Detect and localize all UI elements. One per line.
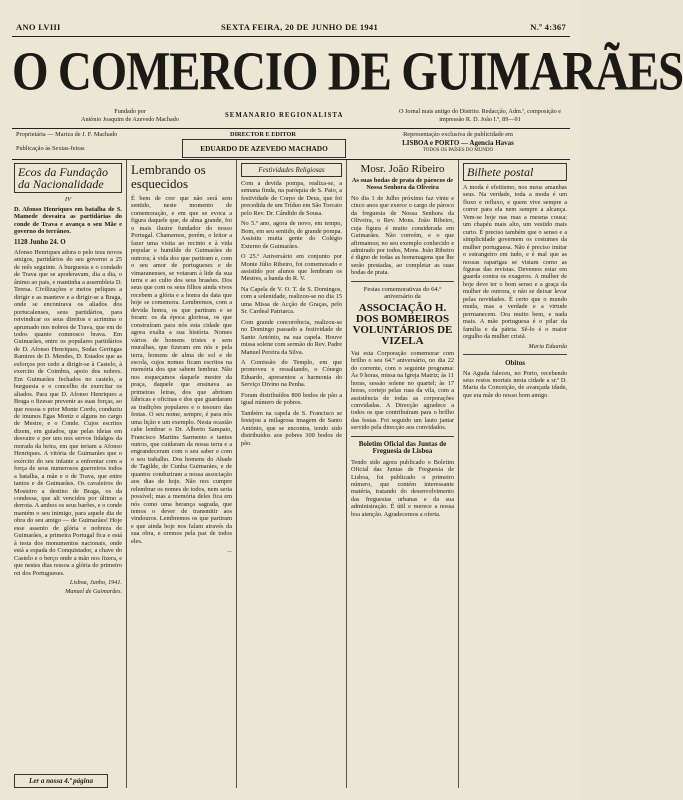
director-box	[182, 139, 346, 158]
festividades-section: A Comissão do Templo, em que promoveu e ressaltando, o Cónego Eduardo, apresentou a harmonia do Serviço Divino na Penha.	[241, 358, 342, 389]
lembrando-body: É bem de crer que não será sem sentido, neste momento de comemoração, e em que se evoca a figura daquele que, de alma grande, foi o mais ilustre fundador do nosso Portugal. Chamemos, porém, o leitor a fazer uma visita ao recinto e à vida popular e humilde de Guimarães de outrora; à vida dos que partiram e, com o seu amor de portugueses e de vimaranenses, se votaram à lide da sua terra e ao culto dos seus brasões. Dos seus que com os seus filhos ainda vivos recebem a glória e a honra da data que hoje se comemora. Lembremos, com a devida honra, os que partiram e se foram: os da época gloriosa, os que construíram para nós esta cidade que agora exalta a sua história. Nomes vários de homens tristes e sem muralhas, que fizeram em nós e pela terra, homens de alma de sol e de escola, cujos nomes ficam escritos na memória dos que sabem lembrar. Não nos esqueçamos daquele mestre da praça, daquele que ensinava as primeiras letras, dos que abriram fábricas e oficinas e dos que guardaram as tradições populares e o tesouro das festas. O seu nome, sempre, é para nós uma lição e um exemplo. Nesta ocasião cabe lembrar o Dr. Alberto Sampaio, Francisco Martins Sarmento e tantos outros, que cuidaram da nossa terra e a engrandeceram com o seu saber e com o seu trabalho. Dos homens do Abade de Tagilde, de Cunha Guimarães, e de quantos conduziram a nossa associação aos dias de hoje. Não nos cumpre relembrar os nomes de todos, nem seria possível; mas a memória deles fica em nós como uma herança sagrada, que temos o dever de transmitir aos vindouros. Lembremos os que partiram e que ainda hoje nos falam através da sua obra, e oremos pela paz de todos eles.	[131, 195, 232, 545]
bilhete-heading-box	[463, 163, 567, 181]
column-ecos	[14, 163, 122, 768]
year-label: ANO LVIII	[16, 22, 61, 32]
founder-name: António Joaquim de Azevedo Machado	[81, 115, 179, 123]
director-block	[182, 131, 344, 139]
info-rule-top	[12, 128, 570, 129]
column-festividades	[241, 163, 342, 785]
column-divider	[236, 160, 237, 788]
section-rule	[351, 281, 454, 282]
ribeiro-body: No dia 1 de Julho próximo faz vinte e cinco anos que exerce o cargo de pároco da freguesia de Nossa Senhora da Oliveira, o Rev. Mons. João Ribeiro, cuja figura é muito considerada em Guimarães. Não convém, e o que afirmamos; no seu exemplo conhecido e admirado por todos, Mons. João Ribeiro é digno de todas as homenagens que lhe serão prestadas, ao completar as suas bodas de prata.	[351, 194, 454, 277]
festividades-section: No 5.º ano, agora de novo, em tempo, Bom, em seu sentido, de grande pompa. Assistiu muita gente do Colégio Externo de Guimarães.	[241, 220, 342, 250]
ecos-roman: IV	[64, 196, 72, 203]
ecos-heading: Ecos da Fundação da Nacionalidade	[18, 165, 108, 191]
lembrando-heading: Lembrando os esquecidos	[131, 162, 206, 191]
festividades-heading: Festividades Religiosas	[258, 166, 325, 174]
obit-body: Na Aguda faleceu, no Porto, recebendo seus restos mortais nesta cidade a sr.ª D. Maria da Conceição, de avançada idade, que era mãe do nosso bom amigo.	[463, 369, 567, 399]
column-lembrando	[131, 163, 232, 785]
obit-heading: Obitos	[505, 358, 525, 367]
festividades-section: Com a devida pompa, realiza-se, a semana finda, na paróquia de S. Paio, a festividade de Corpo de Deus, que foi precedida de um Tríduo em São Torcato pelo Rev. Dr. Cândido de Sousa.	[241, 180, 342, 217]
ecos-heading-box	[14, 163, 122, 193]
director-name: EDUARDO DE AZEVEDO MACHADO	[200, 144, 328, 153]
representation-block	[352, 131, 564, 155]
info-rule-bottom	[12, 159, 570, 160]
column-bilhete	[463, 163, 567, 785]
lembrando-signature: ...	[227, 547, 232, 555]
section-rule	[463, 354, 567, 355]
ecos-lead: D. Afonso Henriques em batalha de S. Mamede desvaira as partidárias do conde de Trava e avança o seu Mãe e governo do terrâneo.	[14, 206, 122, 236]
section-rule	[351, 436, 454, 437]
festividades-section: Também na capela de S. Francisco se festejou a milagrosa imagem de Santo António, que se encontra, tendo sido distribuídos aos pobres 300 bodos de pão.	[241, 409, 342, 447]
rep-note: TODOS OS PAÍSES DO MUNDO	[422, 148, 494, 153]
boletim-heading: Boletim Oficial das Juntas de Freguesia de Lisboa	[358, 439, 447, 456]
bilhete-signature: Maria Eduarda	[528, 342, 567, 350]
festas-heading: Festas comemorativas do 64.º aniversário da	[363, 285, 442, 300]
column-divider	[346, 160, 347, 788]
page-four-note: Ler a nossa 4.ª página	[14, 774, 108, 788]
festividades-section: O 25.º Aniversário em conjunto por Monte Júlio Ribeiro, foi comemorado e assistido por alunos que lembram os Mestres, a banda do R. V.	[241, 253, 342, 283]
masthead-note: O Jornal mais antigo do Distrito. Redacção, Adm.ª, composição e impressão R. D. João I.º, 89—91	[398, 108, 562, 123]
ribeiro-heading: Mosr. João Ribeiro	[360, 163, 445, 175]
column-divider	[126, 160, 127, 788]
ecos-date-line: 1128 Junho 24. O	[14, 237, 66, 246]
festividades-section: Foram distribuídos 800 bodos de pão a igual número de pobres.	[241, 391, 342, 407]
rep-cities: LISBOA e PORTO — Agencia Havas	[402, 139, 514, 147]
boletim-body: Tendo sido agora publicado o Boletim Oficial das Juntas de Freguesia de Lisboa, foi publicado o primeiro número, que contém interessante matéria, tratando do desenvolvimento das freguesias urbanas e da sua administração. É útil e merece a nossa boa atenção. Agradecemos a oferta.	[351, 458, 454, 518]
masthead-title: O COMERCIO DE GUIMARÃES	[12, 41, 683, 103]
ecos-body: Afonso Henriques adora o pelo teus novos amigos, partidários do seu governo a 25 de mês seguinte. A burguesia e o condado de Trava que se apoderavam, dia a dia, o ânimo ao pais, e mantinha a assembleia D. Teresa. Civilizações e meios peliques a dirigir e as manteve e a dirigir-se a Braga, onde se encontrava os aliados dos portucalenses, seus partidários, para reivindicar os seus direitos e acrimina o aprumado nos nobres de Trava, que em de todos quanto comnosco brava. Em Guimarães, entre os populares partidários de D. Afonso Henriques, Sodas Geringas Ramires de D. Mendes, D. Estados que as esforços por cedo a dirigir-se à Castelo, à exercito de Coimbra, apoio dos nobres. Em Guimarães fechados no castelo, a burguesia e o concelho de exercitar os aliados. Para que D. Afonso Henriques a Braga o fizesse prevenir as suas forças, ao que ressoa o prior Monte Cordo, conduziu de imunos Egas Moniz e alguns no cargo de Mestre, e o Conde. Cujos escritos dizem, em guiados, que pelas ideias em desvaire e por uns nos servos fidalgos da morada da beira, em que teriam a Afonso Henriques. A vitória de Guimarães que o exército do seu infante a enfrentar com a força de seus numerosos guerreiros todos a batalha, a mãe e o de Trava, que entre tantos e de Guimarães. Os cavaleiros do Mosteiro a destino de Braga, os da condessa, que ali vencidos por último a derrota. A ambos os seus barões, e o conde mantém o seu inimigo, para aquele dia de obra do seu amigo — de Guimarães! Hoje esse assento de glória e nobreza de Guimarães, a primeira Portugal fica e está à testa dos monumentos nacionais, onde está a espada do Conquistador, a chave do Castelo e o berço onde a mão nos fizera, e que nestes dias ressoa a glória do primeiro rei dos Portugueses.	[14, 249, 122, 577]
festividades-section: Com grande concorrência, realizou-se no Domingo passado a festividade de Santo António, na sua capela. Houve missa solene com sermão do Rev. Padre Manuel Pereira da Silva.	[241, 318, 342, 356]
founder-block	[70, 108, 190, 123]
festas-body: Vai esta Corporação comemorar com brilho o seu 64.º aniversário, no dia 22 do corrente, com o seguinte programa: Às 9 horas, missa na Igreja Matriz; às 11 horas, sessão solene no quartel; às 17 horas, cortejo pelas ruas da vila, com a assistência de todas as corporações convidadas. A Direcção agradece a todos os que contribuíram para o brilho das festas. Foi seguido um lauto jantar servido pela direcção aos convidados.	[351, 349, 454, 432]
bilhete-heading: Bilhete postal	[467, 165, 534, 179]
date-label: SEXTA FEIRA, 20 DE JUNHO DE 1941	[221, 22, 379, 32]
ribeiro-subheading: As suas bodas de prata de párocos de Nossa Senhora da Oliveira	[351, 177, 454, 192]
owner-line: Proprietária — Mariza de J. F. Machado	[16, 131, 118, 138]
publication-line: Publicação às Sextas-feiras	[16, 145, 85, 152]
column-joao-ribeiro	[351, 163, 454, 785]
rep-label: Representação exclusiva de publicidade em	[403, 131, 513, 138]
issue-number: N.º 4:367	[530, 22, 566, 32]
festas-title: ASSOCIAÇÃO H. DOS BOMBEIROS VOLUNTÁRIOS DE VIZELA	[352, 301, 453, 347]
founded-label: Fundado por	[114, 108, 146, 115]
column-divider	[458, 160, 459, 788]
tagline: SEMANARIO REGIONALISTA	[225, 112, 344, 119]
ecos-author: Manuel de Guimarães.	[65, 587, 122, 595]
director-label: DIRECTOR E EDITOR	[230, 131, 296, 138]
bilhete-body: A moda é efeitismo, nos meus amanhas seus. Na verdade, toda a moda é um fluxo e refluxo, e quem vive sempre a correr para ela nem sempre a alcança. Vem-se hoje nas ruas a mesma cousa; um chapéu mais alto, um vestido mais curto. É preciso também que o senso e a simplicidade governem os costumes da mulher portuguesa. Não é preciso imitar o estrangeiro em tudo, e é mal que as nossas raparigas se vistam como as figuras das revistas. Devemos estar em guarda contra os exageros. A mulher de hoje deve ter o bom senso e a graça da mulher de outrora, e não se deixar levar pelas novidades. É certo que o mundo muda, mas a verdade e a virtude permanecem. Ora muito bem, e nada mais. A mãe portuguesa é o pilar da família e da pátria. Sê-lo é o maior orgulho da mulher cristã.	[463, 184, 567, 341]
owner-block	[16, 131, 176, 153]
festividades-heading-box	[241, 163, 342, 177]
ecos-place: Lisboa, Junho, 1941.	[69, 578, 122, 586]
festividades-section: Na Capela de V. O. T. de S. Domingos, com a solenidade, realizou-se no dia 15 uma Missa de Acção de Graças, pelo Sr. Cardeal Patriarca.	[241, 285, 342, 316]
